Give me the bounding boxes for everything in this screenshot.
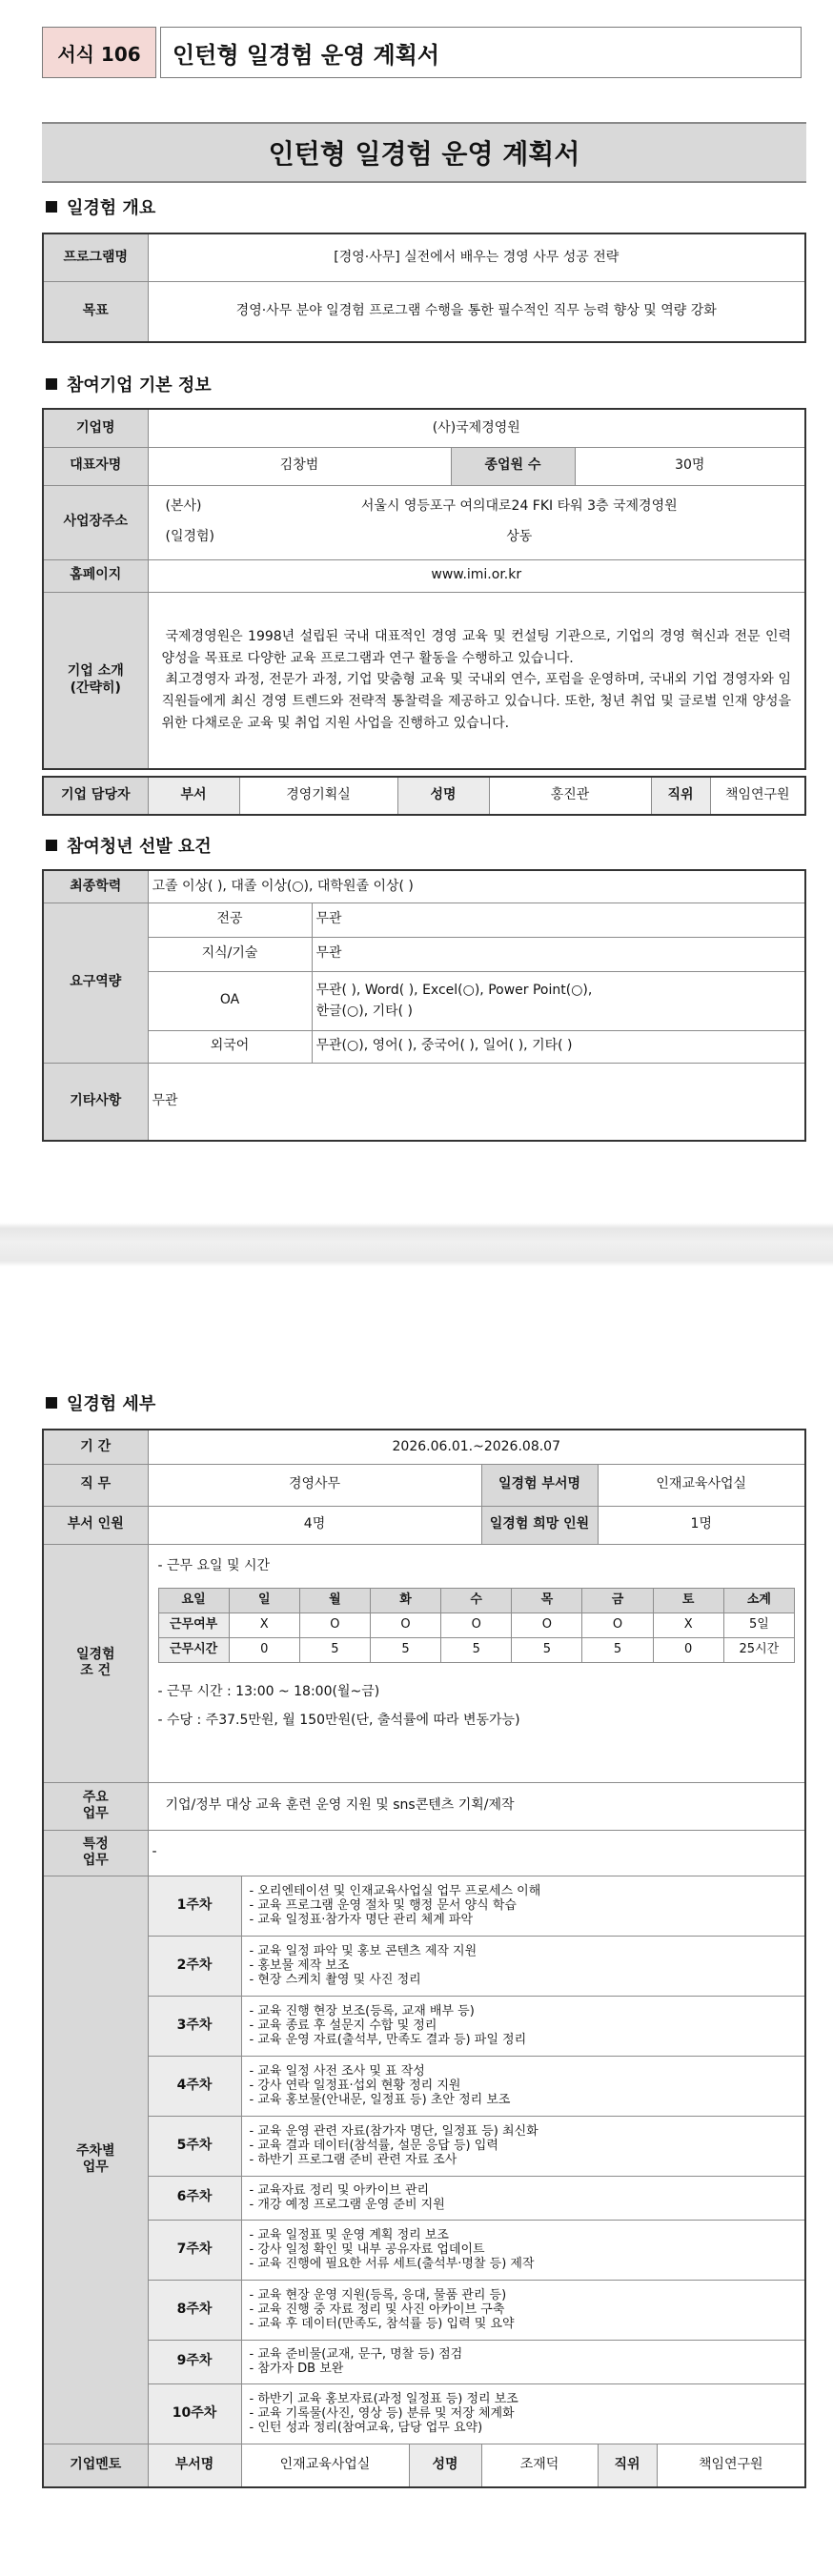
duty-value: 경영사무	[148, 1464, 481, 1506]
schedule-header: 수	[441, 1589, 512, 1613]
schedule-cell: 5	[582, 1638, 653, 1663]
section-requirements	[46, 833, 212, 858]
oa-value	[312, 971, 805, 1030]
etc-value: 무관	[148, 1063, 805, 1141]
contact-name-value: 홍진관	[489, 777, 651, 815]
intro-label-line-1: 기업 소개	[67, 663, 124, 679]
square-bullet-icon	[46, 201, 57, 213]
week-task: - 교육 기록물(사진, 영상 등) 분류 및 저장 체계화	[249, 2405, 515, 2421]
main-duty-label-line-2: 업무	[82, 1806, 109, 1821]
intro-label-line-2: (간략히)	[70, 679, 121, 696]
week-task: - 오리엔테이션 및 인재교육사업실 업무 프로세스 이해	[249, 1883, 541, 1898]
schedule-header: 목	[512, 1589, 582, 1613]
schedule-cell: 5	[512, 1638, 582, 1663]
special-duty-label-line-1: 특정	[82, 1836, 109, 1852]
form-title: 인턴형 일경험 운영 계획서	[160, 27, 802, 78]
week-label: 2주차	[148, 1936, 241, 1996]
week-label: 5주차	[148, 2116, 241, 2176]
week-label: 9주차	[148, 2340, 241, 2383]
intro-paragraph-2: 최고경영자 과정, 전문가 과정, 기업 맞춤형 교육 및 국내외 연수, 포럼을 운영하며, 국내외 기업 경영자와 임직원들에게 최신 경영 트렌드와 전략적 통찰력을 제공하고 있습니다. 또한, 청년 취업 및 글로벌 인재 양성을 위한 다채로운 교육 및 취업 지원 사업을 진행하고 있습니다.	[161, 672, 791, 731]
week-task: - 강사 일정 확인 및 내부 공유자료 업데이트	[249, 2241, 485, 2257]
wanted-count-value: 1명	[598, 1506, 805, 1544]
week-tasks	[241, 2280, 805, 2340]
section-title: 일경험 세부	[67, 1394, 156, 1414]
language-label: 외국어	[148, 1030, 312, 1063]
oa-value-line-1: 무관( ), Word( ), Excel(○), Power Point(○),	[315, 982, 593, 998]
schedule-row	[158, 1613, 795, 1638]
week-task: - 교육 결과 데이터(참석률, 설문 응답 등) 입력	[249, 2138, 498, 2153]
wanted-count-label: 일경험 희망 인원	[481, 1506, 598, 1544]
week-task: - 교육 준비물(교재, 문구, 명찰 등) 점검	[249, 2346, 463, 2362]
week-label: 7주차	[148, 2220, 241, 2280]
intro-label	[43, 592, 148, 769]
program-label: 프로그램명	[43, 233, 148, 281]
week-task: - 참가자 DB 보완	[249, 2362, 344, 2376]
period-value: 2026.06.01.~2026.08.07	[148, 1430, 805, 1464]
week-tasks	[241, 2176, 805, 2220]
schedule-cell: 5	[299, 1638, 370, 1663]
schedule-header: 금	[582, 1589, 653, 1613]
work-dept-label: 일경험 부서명	[481, 1464, 598, 1506]
week-task: - 하반기 교육 홍보자료(과정 일정표 등) 정리 보조	[249, 2391, 518, 2406]
form-code: 서식 106	[42, 27, 156, 78]
mentor-dept-label: 부서명	[148, 2444, 241, 2487]
language-value: 무관(○), 영어( ), 중국어( ), 일어( ), 기타( )	[312, 1030, 805, 1063]
capability-label: 요구역량	[43, 903, 148, 1063]
schedule-cell: 5일	[723, 1613, 794, 1638]
mentor-label: 기업멘토	[43, 2444, 148, 2487]
schedule-row	[158, 1638, 795, 1663]
week-task: - 교육 종료 후 설문지 수합 및 정리	[249, 2018, 437, 2033]
week-task: - 교육 일정표 및 운영 계획 정리 보조	[249, 2227, 449, 2242]
company-name-value: (사)국제경영원	[148, 409, 805, 447]
week-label: 4주차	[148, 2056, 241, 2116]
section-overview	[46, 194, 155, 219]
work-dept-value: 인재교육사업실	[598, 1464, 805, 1506]
homepage-value[interactable]: www.imi.or.kr	[148, 559, 805, 592]
skill-label: 지식/기술	[148, 937, 312, 971]
schedule-header: 화	[370, 1589, 440, 1613]
mentor-dept-value: 인재교육사업실	[241, 2444, 409, 2487]
page-separator	[0, 1223, 833, 1267]
schedule-cell: X	[229, 1613, 299, 1638]
dept-staff-value: 4명	[148, 1506, 481, 1544]
schedule-header-row	[158, 1589, 795, 1613]
section-company	[46, 372, 212, 396]
mentor-name-label: 성명	[409, 2444, 481, 2487]
duty-label: 직 무	[43, 1464, 148, 1506]
document-title: 인턴형 일경험 운영 계획서	[42, 122, 806, 183]
week-tasks	[241, 2340, 805, 2383]
square-bullet-icon	[46, 840, 57, 851]
period-label: 기 간	[43, 1430, 148, 1464]
schedule-cell: 근무시간	[158, 1638, 229, 1663]
etc-label: 기타사항	[43, 1063, 148, 1141]
site-value: 상동	[506, 529, 533, 545]
detail-table	[42, 1429, 806, 2488]
company-name-label: 기업명	[43, 409, 148, 447]
schedule-cell: X	[653, 1613, 723, 1638]
square-bullet-icon	[46, 1397, 57, 1409]
ceo-label: 대표자명	[43, 447, 148, 485]
special-duty-value: -	[148, 1830, 805, 1876]
site-address-row	[166, 522, 788, 553]
week-task: - 교육 일정 파악 및 홍보 콘텐츠 제작 지원	[249, 1943, 477, 1958]
address-value	[148, 485, 805, 559]
week-task: - 교육 진행에 필요한 서류 세트(출석부·명찰 등) 제작	[249, 2257, 535, 2272]
hq-value: 서울시 영등포구 여의대로24 FKI 타워 3층 국제경영원	[360, 498, 678, 515]
schedule-cell: O	[512, 1613, 582, 1638]
site-label: (일경험)	[165, 529, 214, 545]
contact-position-label: 직위	[651, 777, 710, 815]
main-duty-label-line-1: 주요	[82, 1789, 109, 1805]
special-duty-label	[43, 1830, 148, 1876]
conditions-value	[148, 1544, 805, 1782]
hq-label: (본사)	[165, 498, 202, 515]
allowance: - 수당 : 주37.5만원, 월 150만원(단, 출석률에 따라 변동가능)	[157, 1712, 520, 1728]
requirements-table	[42, 869, 806, 1142]
week-task: - 교육 프로그램 운영 절차 및 행정 문서 양식 학습	[249, 1897, 517, 1913]
week-tasks	[241, 1936, 805, 1996]
schedule-cell: 0	[653, 1638, 723, 1663]
contact-name-label: 성명	[397, 777, 489, 815]
week-label: 6주차	[148, 2176, 241, 2220]
week-task: - 개강 예정 프로그램 운영 준비 지원	[249, 2198, 445, 2212]
weekly-label-line-2: 업무	[82, 2160, 109, 2175]
section-detail	[46, 1390, 155, 1415]
week-task: - 교육 홍보물(안내문, 일정표 등) 초안 정리 보조	[249, 2093, 511, 2108]
company-table	[42, 408, 806, 770]
main-duty-label	[43, 1782, 148, 1830]
goal-label: 목표	[43, 281, 148, 342]
schedule-table	[158, 1588, 796, 1663]
week-tasks	[241, 2383, 805, 2444]
week-task: - 교육 후 데이터(만족도, 참석률 등) 입력 및 요약	[249, 2317, 515, 2332]
goal-value: 경영·사무 분야 일경험 프로그램 수행을 통한 필수적인 직무 능력 향상 및 역량 강화	[148, 281, 805, 342]
schedule-cell: 0	[229, 1638, 299, 1663]
intro-value	[148, 592, 805, 769]
week-label: 10주차	[148, 2383, 241, 2444]
week-task: - 교육 운영 관련 자료(참가자 명단, 일정표 등) 최신화	[249, 2123, 538, 2139]
oa-label: OA	[148, 971, 312, 1030]
contact-label: 기업 담당자	[43, 777, 148, 815]
week-task: - 교육 일정표·참가자 명단 관리 체계 파악	[249, 1913, 474, 1928]
staff-label: 종업원 수	[451, 447, 575, 485]
education-label: 최종학력	[43, 870, 148, 903]
contact-dept-label: 부서	[148, 777, 239, 815]
schedule-cell: O	[370, 1613, 440, 1638]
main-duty-value: 기업/정부 대상 교육 훈련 운영 지원 및 sns콘텐츠 기획/제작	[148, 1782, 805, 1830]
schedule-cell: O	[582, 1613, 653, 1638]
conditions-label-line-1: 일경험	[75, 1646, 115, 1662]
week-tasks	[241, 1876, 805, 1936]
schedule-header: 월	[299, 1589, 370, 1613]
contact-table	[42, 776, 806, 816]
week-task: - 강사 연락 일정표·섭외 현황 정리 지원	[249, 2078, 461, 2093]
contact-position-value: 책임연구원	[710, 777, 805, 815]
week-label: 1주차	[148, 1876, 241, 1936]
address-label: 사업장주소	[43, 485, 148, 559]
schedule-header: 요일	[158, 1589, 229, 1613]
mentor-position-value: 책임연구원	[657, 2444, 805, 2487]
ceo-value: 김창범	[148, 447, 451, 485]
week-task: - 교육 일정 사전 조사 및 표 작성	[249, 2063, 425, 2079]
week-tasks	[241, 2116, 805, 2176]
education-value: 고졸 이상( ), 대졸 이상(○), 대학원졸 이상( )	[148, 870, 805, 903]
schedule-header: 소계	[723, 1589, 794, 1613]
staff-value: 30명	[575, 447, 805, 485]
work-days-title: - 근무 요일 및 시간	[157, 1557, 271, 1573]
week-tasks	[241, 2220, 805, 2280]
oa-value-line-2: 한글(○), 기타( )	[315, 1004, 414, 1019]
contact-dept-value: 경영기획실	[239, 777, 397, 815]
week-task: - 현장 스케치 촬영 및 사진 정리	[249, 1973, 421, 1988]
weekly-label-line-1: 주차별	[75, 2142, 115, 2159]
week-task: - 교육 진행 중 자료 정리 및 사진 아카이브 구축	[249, 2302, 505, 2317]
intro-paragraph-1: 국제경영원은 1998년 설립된 국내 대표적인 경영 교육 및 컨설팅 기관으로, 기업의 경영 혁신과 전문 인력 양성을 목표로 다양한 교육 프로그램과 연구 활동을 수행하고 있습니다.	[161, 629, 791, 666]
schedule-cell: O	[441, 1613, 512, 1638]
week-label: 8주차	[148, 2280, 241, 2340]
skill-value: 무관	[312, 937, 805, 971]
conditions-label	[43, 1544, 148, 1782]
work-time: - 근무 시간 : 13:00 ~ 18:00(월~금)	[157, 1684, 380, 1699]
overview-table	[42, 233, 806, 343]
dept-staff-label: 부서 인원	[43, 1506, 148, 1544]
week-task: - 홍보물 제작 보조	[249, 1957, 350, 1973]
schedule-cell: 5	[441, 1638, 512, 1663]
special-duty-label-line-2: 업무	[82, 1853, 109, 1868]
section-title: 일경험 개요	[67, 198, 156, 218]
week-tasks	[241, 1996, 805, 2056]
week-task: - 하반기 프로그램 준비 관련 자료 조사	[249, 2153, 457, 2168]
page-1	[0, 0, 833, 1223]
page-2	[0, 1267, 833, 2576]
homepage-label: 홈페이지	[43, 559, 148, 592]
week-tasks	[241, 2056, 805, 2116]
section-title: 참여기업 기본 정보	[67, 375, 212, 396]
program-value: [경영·사무] 실전에서 배우는 경영 사무 성공 전략	[148, 233, 805, 281]
major-value: 무관	[312, 903, 805, 937]
schedule-cell: 25시간	[723, 1638, 794, 1663]
section-title: 참여청년 선발 요건	[67, 837, 212, 857]
schedule-cell: 5	[370, 1638, 440, 1663]
square-bullet-icon	[46, 378, 57, 390]
schedule-cell: 근무여부	[158, 1613, 229, 1638]
hq-address-row	[166, 492, 788, 522]
week-task: - 교육 진행 현장 보조(등록, 교재 배부 등)	[249, 2003, 475, 2018]
mentor-position-label: 직위	[598, 2444, 657, 2487]
week-task: - 인턴 성과 정리(참여교육, 담당 업무 요약)	[249, 2421, 483, 2436]
mentor-name-value: 조재덕	[481, 2444, 598, 2487]
week-label: 3주차	[148, 1996, 241, 2056]
schedule-header: 토	[653, 1589, 723, 1613]
major-label: 전공	[148, 903, 312, 937]
schedule-cell: O	[299, 1613, 370, 1638]
schedule-header: 일	[229, 1589, 299, 1613]
week-task: - 교육 운영 자료(출석부, 만족도 결과 등) 파일 정리	[249, 2033, 527, 2048]
weekly-label	[43, 1876, 148, 2444]
week-task: - 교육 현장 운영 지원(등록, 응대, 물품 관리 등)	[249, 2287, 507, 2302]
conditions-label-line-2: 조 건	[80, 1663, 112, 1678]
week-task: - 교육자료 정리 및 아카이브 관리	[249, 2182, 430, 2198]
